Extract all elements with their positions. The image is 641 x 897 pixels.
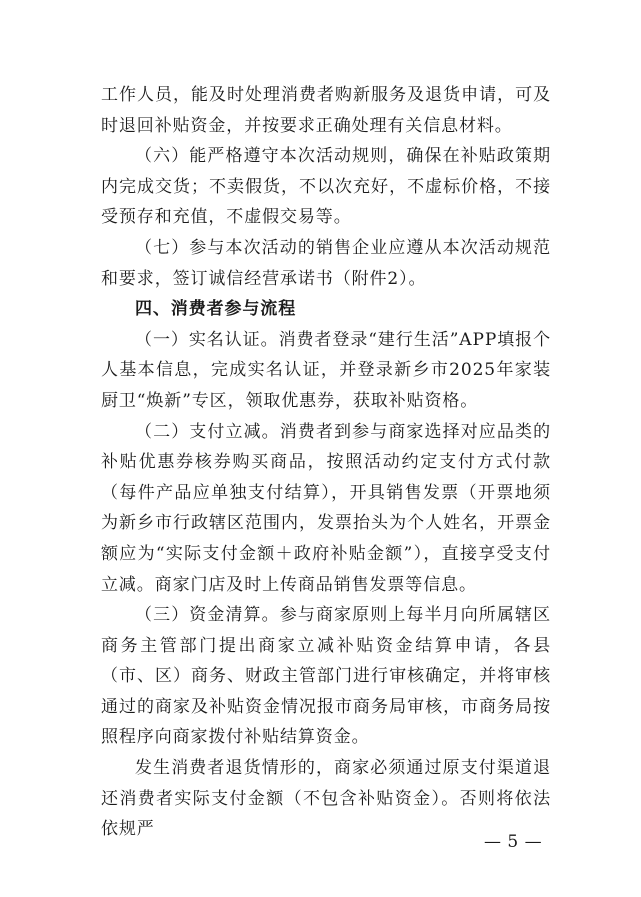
- document-body: [101, 80, 551, 845]
- paragraph-payment-reduction: （二）支付立减。消费者到参与商家选择对应品类的补贴优惠券核券购买商品，按照活动约定支付方式付款（每件产品应单独支付结算），开具销售发票（开票地须为新乡市行政辖区范围内，发票抬头为个人姓名，开票金额应为“实际支付金额＋政府补贴金额”），直接享受支付立减。商家门店及时上传商品销售发票等信息。: [101, 421, 551, 595]
- paragraph-staff-handling: 工作人员，能及时处理消费者购新服务及退货申请，可及时退回补贴资金，并按要求正确处理有关信息材料。: [101, 85, 551, 136]
- paragraph-item-six: （六）能严格遵守本次活动规则，确保在补贴政策期内完成交货；不卖假货，不以次充好，不虚标价格，不接受预存和充值，不虚假交易等。: [101, 146, 551, 228]
- section-heading: 四、消费者参与流程: [135, 299, 297, 320]
- paragraph-item-seven: （七）参与本次活动的销售企业应遵从本次活动规范和要求，签订诚信经营承诺书（附件2）。: [101, 237, 551, 289]
- paragraph-fund-settlement: （三）资金清算。参与商家原则上每半月向所属辖区商务主管部门提出商家立减补贴资金结算申请，各县（市、区）商务、财政主管部门进行审核确定，并将审核通过的商家及补贴资金情况报市商务局审核，市商务局按照程序向商家拨付补贴结算资金。: [101, 605, 551, 748]
- paragraph-refund: 发生消费者退货情形的，商家必须通过原支付渠道退还消费者实际支付金额（不包含补贴资金）。否则将依法依规严: [101, 758, 551, 840]
- paragraph-real-name-auth: （一）实名认证。消费者登录“建行生活”APP填报个人基本信息，完成实名认证，并登录新乡市2025年家装厨卫“焕新”专区，领取优惠券，获取补贴资格。: [101, 329, 551, 411]
- page-number: — 5 —: [484, 832, 543, 852]
